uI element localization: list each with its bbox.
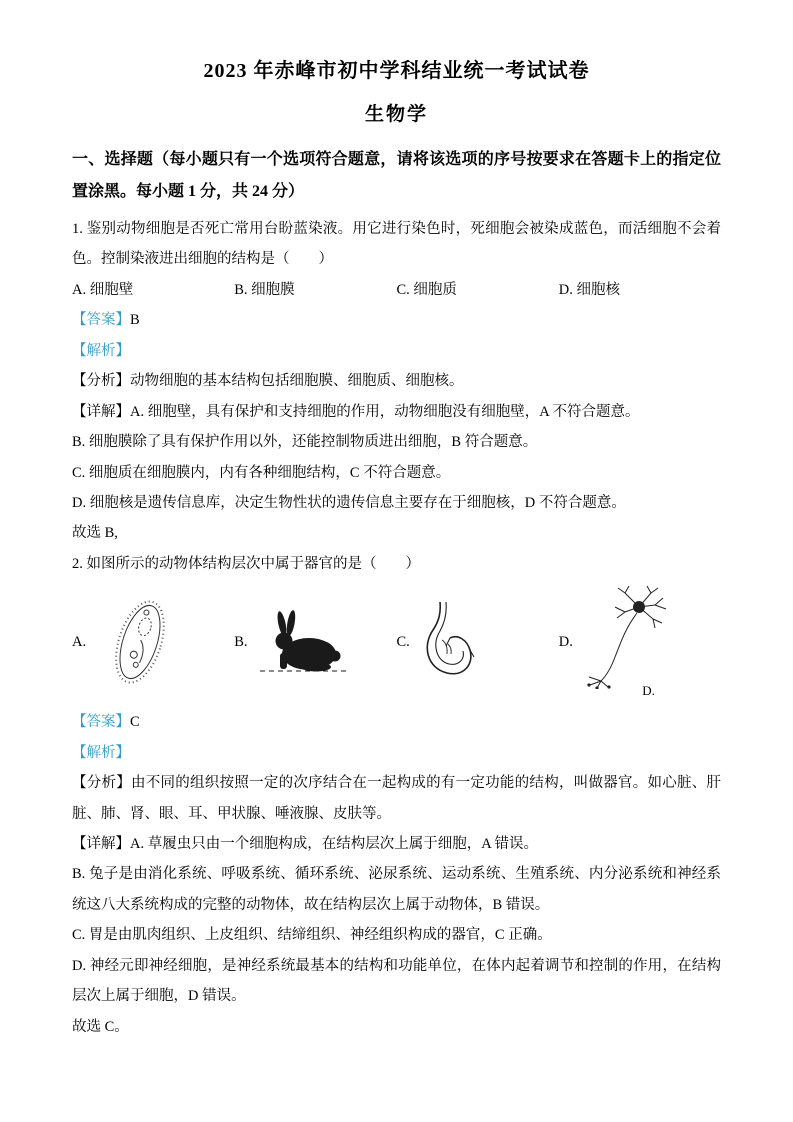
q2-figure-b-label: B.: [234, 633, 248, 650]
q1-option-a: A. 细胞壁: [72, 281, 134, 298]
q1-stem: 1. 鉴别动物细胞是否死亡常用台盼蓝染液。用它进行染色时，死细胞会被染成蓝色，而活细胞不会着色。控制染液进出细胞的结构是（ ）: [72, 221, 721, 268]
q2-detail-line-b: B. 兔子是由消化系统、呼吸系统、循环系统、泌尿系统、运动系统、生殖系统、内分泌系统和神经系统这八大系统构成的完整的动物体，故在结构层次上属于动物体，B 错误。: [72, 866, 721, 913]
exam-subject: 生物学: [364, 104, 428, 125]
q2-detail-a: A. 草履虫只由一个细胞构成，在结构层次上属于细胞，A 错误。: [130, 836, 539, 852]
q2-detail-line-d: D. 神经元即神经细胞，是神经系统最基本的结构和功能单位，在体内起着调节和控制的作用，在结构层次上属于细胞，D 错误。: [72, 957, 721, 1005]
q1-analysis-text: 动物细胞的基本结构包括细胞膜、细胞质、细胞核。: [130, 373, 464, 390]
analysis-label: 【分析】: [72, 775, 132, 792]
q1-option-d: D. 细胞核: [558, 281, 620, 298]
q2-detail-line-a: [72, 829, 721, 859]
q1-detail-a: A. 细胞壁，具有保护和支持细胞的作用，动物细胞没有细胞壁，A 不符合题意。: [130, 403, 640, 420]
q2-explain-line: [72, 738, 721, 768]
q2-answer-line: [72, 707, 721, 737]
stomach-image: [418, 600, 476, 684]
answer-label: 【答案】: [72, 714, 130, 731]
q2-figure-b: [234, 609, 396, 675]
section-heading: 一、选择题（每小题只有一个选项符合题意，请将该选项的序号按要求在答题卡上的指定位置涂黑。每小题 1 分，共 24 分）: [72, 151, 721, 200]
q2-neuron-caption: D.: [642, 683, 655, 699]
answer-label: 【答案】: [72, 312, 130, 329]
q2-figure-c: [397, 600, 559, 684]
q1-answer-line: [72, 305, 721, 335]
q2-figure-c-label: C.: [396, 633, 410, 650]
q1-analysis-line: [72, 366, 721, 396]
detail-label: 【详解】: [72, 836, 130, 852]
explain-label: 【解析】: [72, 744, 130, 761]
q2-detail-line-c: C. 胃是由肌肉组织、上皮组织、结缔组织、神经组织构成的器官，C 正确。: [72, 927, 552, 944]
q1-conclusion: 故选 B,: [72, 525, 118, 542]
q2-figure-d: [559, 585, 721, 699]
q2-figure-row: [72, 585, 721, 699]
explain-label: 【解析】: [72, 342, 130, 359]
q2-answer-value: C: [130, 714, 140, 731]
q2-figure-a: [72, 596, 234, 688]
detail-label: 【详解】: [72, 403, 130, 420]
q2-conclusion: 故选 C。: [72, 1018, 129, 1035]
q1-detail-line-c: C. 细胞质在细胞膜内，内有各种细胞结构，C 不符合题意。: [72, 464, 451, 481]
q2-stem: 2. 如图所示的动物体结构层次中属于器官的是（ ）: [72, 555, 420, 572]
analysis-label: 【分析】: [72, 373, 130, 390]
q1-answer-value: B: [130, 312, 140, 329]
q1-detail-line-a: [72, 397, 721, 427]
q1-options: [72, 275, 721, 305]
rabbit-image: [256, 609, 350, 675]
q1-option-c: C. 细胞质: [396, 281, 457, 298]
q2-analysis-line: [72, 768, 721, 829]
q2-analysis-text: 由不同的组织按照一定的次序结合在一起构成的有一定功能的结构，叫做器官。如心脏、肝脏、肺、肾、眼、耳、甲状腺、唾液腺、皮肤等。: [72, 775, 722, 822]
q2-figure-a-label: A.: [72, 633, 87, 650]
q1-option-b: B. 细胞膜: [234, 281, 295, 298]
paramecium-image: [94, 596, 186, 688]
q2-figure-d-label: D.: [558, 633, 573, 650]
q2-figure-d-stack: [581, 585, 669, 699]
q1-detail-line-b: B. 细胞膜除了具有保护作用以外，还能控制物质进出细胞，B 符合题意。: [72, 434, 538, 451]
neuron-image: [581, 585, 669, 689]
exam-title: 2023 年赤峰市初中学科结业统一考试试卷: [203, 60, 590, 82]
q1-explain-line: [72, 336, 721, 366]
q1-detail-line-d: D. 细胞核是遗传信息库，决定生物性状的遗传信息主要存在于细胞核，D 不符合题意。: [72, 494, 626, 511]
